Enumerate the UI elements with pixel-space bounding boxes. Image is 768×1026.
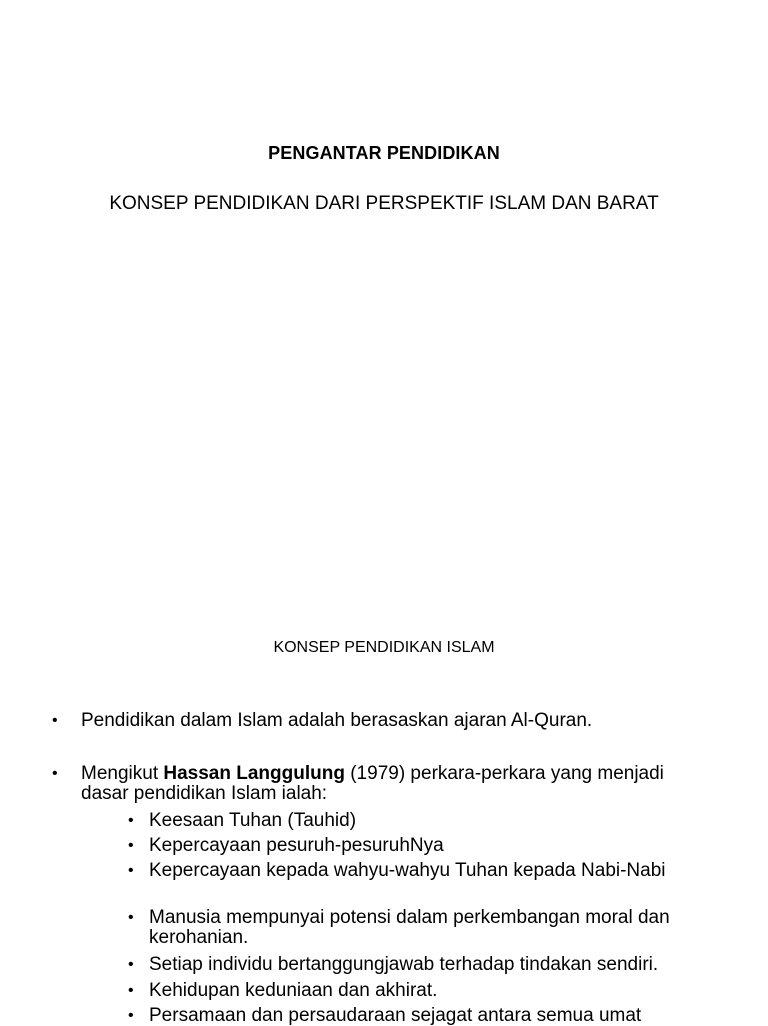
sub-bullet-marker: • bbox=[128, 812, 134, 829]
sub-bullet-text: Kepercayaan pesuruh-pesuruhNya bbox=[149, 835, 444, 856]
sub-bullet-text: Persamaan dan persaudaraan sejagat antara semua umat bbox=[149, 1005, 642, 1026]
sub-bullet-text: Kepercayaan kepada wahyu-wahyu Tuhan kepada Nabi-Nabi bbox=[149, 860, 666, 881]
sub-bullet-marker: • bbox=[128, 837, 134, 854]
bullet-text: Pendidikan dalam Islam adalah berasaskan ajaran Al-Quran. bbox=[81, 710, 593, 731]
sub-bullet-marker: • bbox=[128, 982, 134, 999]
section-heading: KONSEP PENDIDIKAN ISLAM bbox=[273, 639, 495, 656]
sub-bullet-marker: • bbox=[128, 862, 134, 879]
sub-bullet-text: Keesaan Tuhan (Tauhid) bbox=[149, 810, 357, 831]
bullet-text-suffix: (1979) perkara-perkara yang menjadi dasar pendidikan Islam ialah: bbox=[81, 763, 664, 804]
sub-bullet-text: Manusia mempunyai potensi dalam perkembangan moral dan kerohanian. bbox=[149, 907, 670, 948]
bullet-text-prefix: Mengikut bbox=[81, 763, 164, 784]
document-title: PENGANTAR PENDIDIKAN bbox=[268, 143, 500, 163]
bullet-text bbox=[81, 764, 711, 804]
bullet-marker: • bbox=[52, 765, 58, 782]
bullet-marker: • bbox=[52, 712, 58, 729]
sub-bullet-text: Kehidupan keduniaan dan akhirat. bbox=[149, 980, 438, 1001]
sub-bullet-text: Setiap individu bertanggungjawab terhadap tindakan sendiri. bbox=[149, 954, 659, 975]
sub-bullet-marker: • bbox=[128, 1007, 134, 1024]
sub-bullet-marker: • bbox=[128, 909, 134, 926]
document-subtitle: KONSEP PENDIDIKAN DARI PERSPEKTIF ISLAM DAN BARAT bbox=[109, 193, 659, 214]
author-name: Hassan Langgulung bbox=[163, 763, 345, 784]
sub-bullet-marker: • bbox=[128, 956, 134, 973]
